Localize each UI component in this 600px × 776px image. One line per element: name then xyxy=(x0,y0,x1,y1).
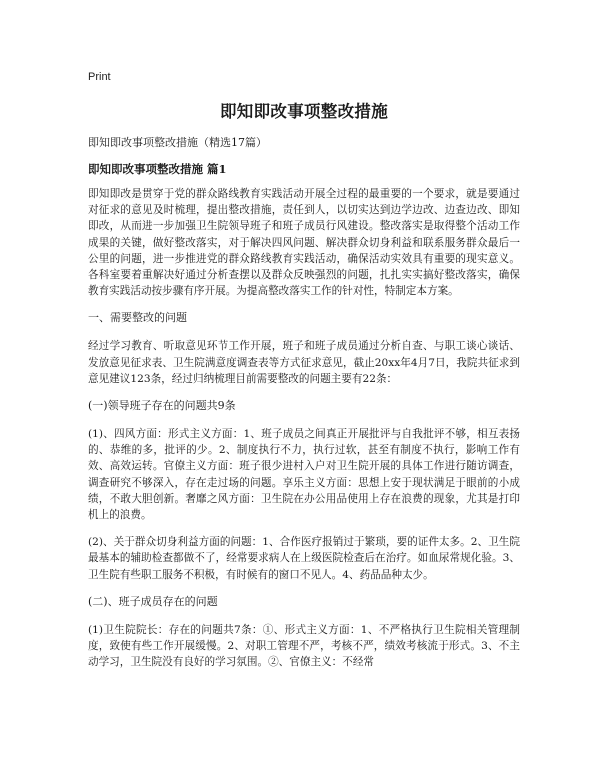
section-heading: 即知即改事项整改措施 篇1 xyxy=(88,162,227,176)
print-label[interactable]: Print xyxy=(88,71,111,83)
four-winds-paragraph: (1)、四风方面：形式主义方面：1、班子成员之间真正开展批评与自我批评不够，相互表扬的、恭维的多，批评的少。2、制度执行不力，执行过软，甚至有制度不执行，影响工作有效、高效运转。官僚主义方面：班子很少进村入户对卫生院开展的具体工作进行随访调查，调查研究不够深入，存在走过场的问题。享乐主义方面：思想上安于现状满足于眼前的小成绩，不敢大胆创新。奢靡之风方面：卫生院在办公用品使用上存在浪费的现象，尤其是打印机上的浪费。 xyxy=(88,428,520,522)
document-title: 即知即改事项整改措施 xyxy=(220,102,388,121)
intro-paragraph: 即知即改是贯穿于党的群众路线教育实践活动开展全过程的最重要的一个要求，就是要通过对征求的意见及时梳理，提出整改措施，责任到人，以切实达到边学边改、边查边改、即知即改，从而进一步加强卫生院领导班子和班子成员行风建设。整改落实是取得整个活动工作成果的关键，做好整改落实，对于解决四风问题、解决群众切身利益和联系服务群众最后一公里的问题，进一步推进党的群众路线教育实践活动，确保活动实效具有重要的现实意义。各科室要着重解决好通过分析查摆以及群众反映强烈的问题，扎扎实实搞好整改落实，确保教育实践活动按步骤有序开展。为提高整改落实工作的针对性，特制定本方案。 xyxy=(88,188,520,298)
heading-member-issues: (二)、班子成员存在的问题 xyxy=(88,594,218,608)
document-page xyxy=(88,70,520,681)
document-subtitle: 即知即改事项整改措施（精选17篇） xyxy=(88,136,267,149)
heading-leadership-issues: (一)领导班子存在的问题共9条 xyxy=(88,399,236,413)
issues-summary-paragraph: 经过学习教育、听取意见环节工作开展，班子和班子成员通过分析自查、与职工谈心谈话、发放意见征求表、卫生院满意度调查表等方式征求意见，截止20xx年4月7日，我院共征求到意见建议123条，经过归纳梳理目前需要整改的问题主要有22条： xyxy=(88,340,520,385)
heading-issues: 一、需要整改的问题 xyxy=(88,311,187,325)
public-interest-paragraph: (2)、关于群众切身利益方面的问题：1、合作医疗报销过于繁琐，要的证件太多。2、卫生院最基本的辅助检查都做不了，经常要求病人在上级医院检查后在治疗。如血尿常规化验。3、卫生院有些职工服务不积极，有时候有的窗口不见人。4、药品品种太少。 xyxy=(88,536,520,581)
director-issues-paragraph: (1)卫生院院长：存在的问题共7条：①、形式主义方面：1、不严格执行卫生院相关管理制度，致使有些工作开展缓慢。2、对职工管理不严，考核不严，绩效考核流于形式。3、不主动学习，卫生院没有良好的学习氛围。②、官僚主义：不经常 xyxy=(88,623,520,669)
